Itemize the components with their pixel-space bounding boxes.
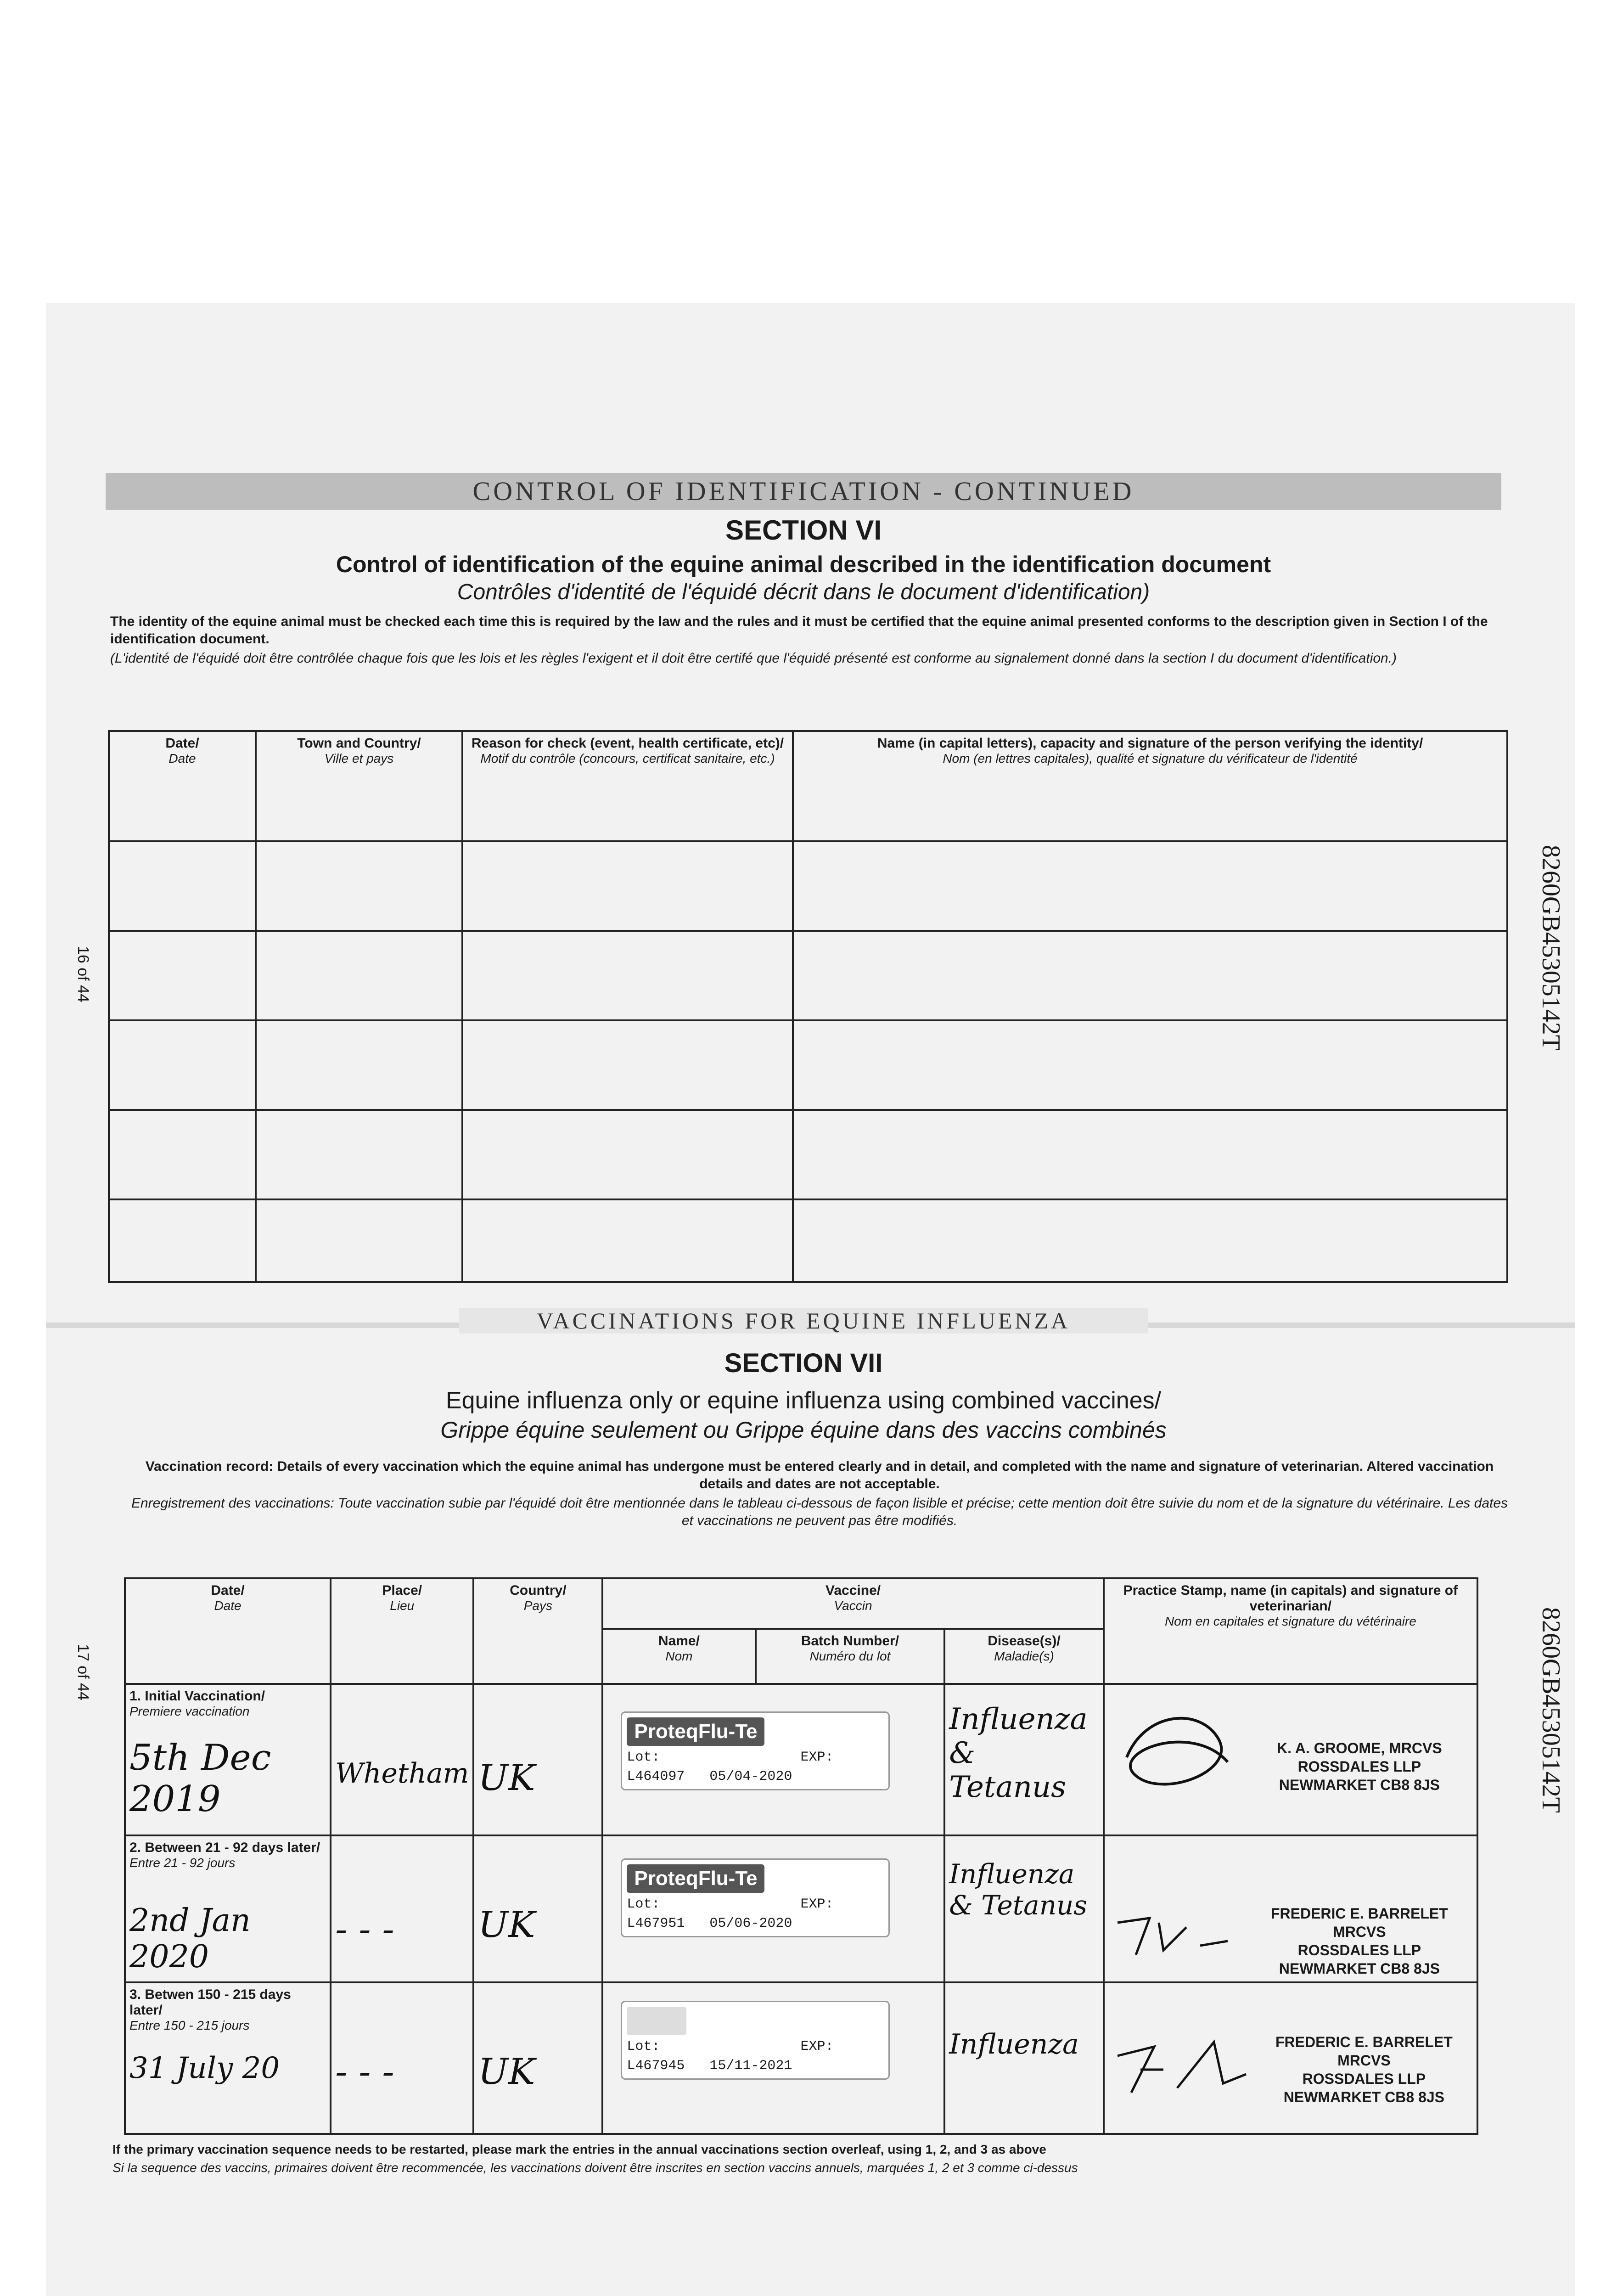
page-number-17: 17 of 44 [74,1644,92,1700]
veterinarian-signature [1108,2028,1255,2102]
section-vii-subtitle-fr: Grippe équine seulement ou Grippe équine dans des vaccins combinés [440,1417,1167,1443]
date-cell: 1. Initial Vaccination/ Premiere vaccination 5th Dec 2019 [125,1684,331,1835]
section-vii-subtitle: Equine influenza only or equine influenza using combined vaccines/ [445,1387,1162,1414]
vaccination-table [124,1577,1478,2135]
vaccination-record-note: Vaccination record: Details of every vaccination which the equine animal has undergone must be entered clearly and in detail, and completed with the name and signature of veterinarian. Altered vaccination details and dates are not acceptable. [145,1459,1494,1491]
practice-stamp: FREDERIC E. BARRELET MRCVS ROSSDALES LLP NEWMARKET CB8 8JS [1104,1835,1477,1982]
practice-stamp: FREDERIC E. BARRELET MRCVS ROSSDALES LLP NEWMARKET CB8 8JS [1104,1982,1477,2134]
section-vi-subtitle-fr: Contrôles d'identité de l'équidé décrit dans le document d'identification) [457,580,1150,604]
date-cell: 3. Betwen 150 - 215 days later/ Entre 150 - 215 jours 31 July 20 [125,1982,331,2134]
col-verifier: Name (in capital letters), capacity and signature of the person verifying the identity/ Nom (en lettres capitales), qualité et signature du vérificateur de l'identité [793,731,1507,841]
table-row [109,1110,1507,1199]
handwritten-country: UK [478,1757,535,1799]
vaccination-row-1 [125,1684,1477,1835]
handwritten-date: 31 July 20 [129,2051,280,2085]
vaccine-sticker: ProteqFlu-Te Lot: EXP: L464097 05/04-2020 [621,1711,890,1790]
table-row [109,1020,1507,1110]
col-disease: Disease(s)/ Maladie(s) [944,1629,1104,1684]
col-date: Date/ Date [109,731,256,841]
handwritten-place: - - - [335,1909,394,1950]
page-number-16: 16 of 44 [74,946,92,1002]
vaccination-row-3 [125,1982,1477,2134]
vaccine-sticker-cell [602,1982,944,2134]
table-row [109,1199,1507,1282]
col-batch-number: Batch Number/ Numéro du lot [756,1629,945,1684]
section-vi-intro: The identity of the equine animal must be checked each time this is required by the law and the rules and it must be certified that the equine animal presented conforms to the description given in Section I of the identification document. [110,614,1488,647]
col-vaccine: Vaccine/ Vaccin [602,1578,1103,1629]
practice-stamp: K. A. GROOME, MRCVS ROSSDALES LLP NEWMARKET CB8 8JS [1104,1684,1477,1835]
vaccine-sticker: Lot: EXP: L467945 15/11-2021 [621,2001,890,2080]
handwritten-date: 5th Dec 2019 [129,1737,271,1820]
handwritten-country: UK [478,1904,535,1946]
col-vaccine-name: Name/ Nom [602,1629,755,1684]
section-vii-title: SECTION VII [724,1348,883,1378]
handwritten-country: UK [478,2051,535,2093]
section-vi-intro-fr: (L'identité de l'équidé doit être contrôlée chaque fois que les lois et les règles l'exigent et il doit être certifé que l'équidé présenté est conforme au signalement donné dans la section I du document d'identification.) [110,651,1397,666]
vaccine-sticker: ProteqFlu-Te Lot: EXP: L467951 05/06-2020 [621,1858,890,1937]
table-row [109,931,1507,1020]
document-id-top: 8260GB45305142T [1537,845,1565,1051]
handwritten-date: 2nd Jan 2020 [129,1902,251,1975]
col-town-country: Town and Country/ Ville et pays [256,731,462,841]
banner-control-identification: CONTROL OF IDENTIFICATION - CONTINUED [106,473,1501,510]
handwritten-disease: Influenza & Tetanus [949,1702,1088,1804]
section-vi-title: SECTION VI [725,515,882,546]
handwritten-disease: Influenza [949,2028,1079,2060]
vaccine-sticker-cell [602,1684,944,1835]
col-practice-stamp: Practice Stamp, name (in capitals) and signature of veterinarian/ Nom en capitales et signature du vétérinaire [1104,1578,1477,1684]
vaccination-record-note-fr: Enregistrement des vaccinations: Toute vaccination subie par l'équidé doit être mentionnée dans le tableau ci-dessous de façon lisible et précise; cette mention doit être suivie du nom et de la signature du vétérinaire. Les dates et vaccinations ne peuvent pas être modifiés. [131,1496,1508,1528]
vaccine-sticker-cell [602,1835,944,1982]
document-id-bottom: 8260GB45305142T [1537,1607,1565,1813]
veterinarian-signature [1108,1702,1246,1803]
table-row [109,841,1507,931]
col-place: Place/ Lieu [331,1578,473,1684]
handwritten-place: Whetham [335,1757,469,1790]
section-vi-subtitle: Control of identification of the equine animal described in the identification document [336,551,1271,577]
col-reason: Reason for check (event, health certificate, etc)/ Motif du contrôle (concours, certificat sanitaire, etc.) [462,731,793,841]
col-date: Date/ Date [125,1578,331,1684]
banner-vaccinations: VACCINATIONS FOR EQUINE INFLUENZA [459,1308,1148,1334]
handwritten-place: - - - [335,2051,394,2093]
footnote: If the primary vaccination sequence needs to be restarted, please mark the entries in the annual vaccinations section overleaf, using 1, 2, and 3 as above [112,2142,1046,2156]
date-cell: 2. Between 21 - 92 days later/ Entre 21 - 92 jours 2nd Jan 2020 [125,1835,331,1982]
identity-check-table [108,730,1508,1283]
veterinarian-signature [1108,1895,1246,1964]
footnote-fr: Si la sequence des vaccins, primaires doivent être recommencée, les vaccinations doivent être inscrites en section vaccins annuels, marquées 1, 2 et 3 comme ci-dessus [112,2161,1078,2175]
handwritten-disease: Influenza & Tetanus [949,1858,1088,1921]
vaccination-row-2 [125,1835,1477,1982]
col-country: Country/ Pays [473,1578,602,1684]
